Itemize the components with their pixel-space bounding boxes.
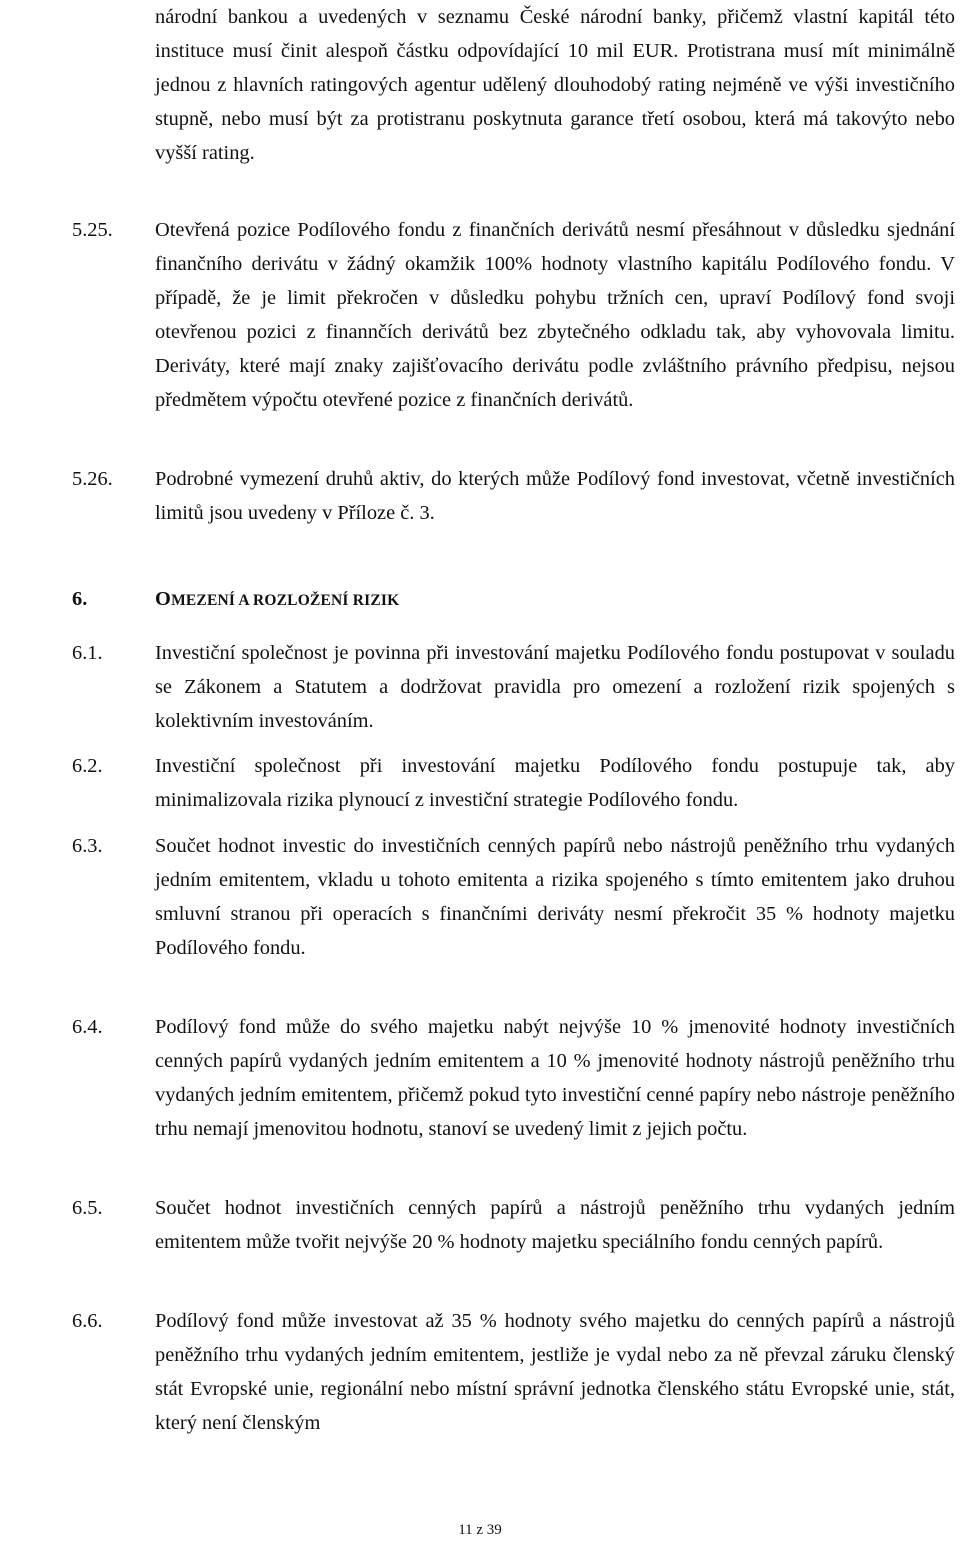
paragraph-6-5: Součet hodnot investičních cenných papírů a nástrojů peněžního trhu vydaných jedním emitentem může tvořit nejvýše 20 % hodnoty majetku speciálního fondu cenných papírů.: [155, 1197, 955, 1254]
section-number: 6.: [72, 588, 88, 610]
section-title-rest: MEZENÍ A ROZLOŽENÍ RIZIK: [171, 592, 400, 609]
paragraph-number: 6.2.: [72, 755, 103, 777]
section-title: [155, 582, 399, 618]
paragraph-number: 6.6.: [72, 1310, 103, 1332]
paragraph-number: 5.25.: [72, 219, 113, 241]
paragraph-5-26: Podrobné vymezení druhů aktiv, do kterých může Podílový fond investovat, včetně investičních limitů jsou uvedeny v Příloze č. 3.: [155, 468, 955, 525]
paragraph-number: 6.5.: [72, 1197, 103, 1219]
paragraph-6-2: Investiční společnost při investování majetku Podílového fondu postupuje tak, aby minimalizovala rizika plynoucí z investiční strategie Podílového fondu.: [155, 755, 955, 812]
paragraph-6-1: Investiční společnost je povinna při investování majetku Podílového fondu postupovat v souladu se Zákonem a Statutem a dodržovat pravidla pro omezení a rozložení rizik spojených s kolektivním investováním.: [155, 642, 955, 733]
page-number: 11 z 39: [458, 1522, 502, 1538]
paragraph-6-6: Podílový fond může investovat až 35 % hodnoty svého majetku do cenných papírů a nástrojů peněžního trhu vydaných jedním emitentem, jestliže je vydal nebo za ně převzal záruku členský stát Evropské unie, regionální nebo místní správní jednotka členského státu Evropské unie, stát, který není členským: [155, 1310, 955, 1435]
paragraph-5-25: Otevřená pozice Podílového fondu z finančních derivátů nesmí přesáhnout v důsledku sjednání finančního derivátu v žádný okamžik 100% hodnoty vlastního kapitálu Podílového fondu. V případě, že je limit překročen v důsledku pohybu tržních cen, upraví Podílový fond svoji otevřenou pozici z finannčích derivátů bez zbytečného odkladu tak, aby vyhovovala limitu. Deriváty, které mají znaky zajišťovacího derivátu podle zvláštního právního předpisu, nejsou předmětem výpočtu otevřené pozice z finančních derivátů.: [155, 219, 955, 412]
paragraph-6-4: Podílový fond může do svého majetku nabýt nejvýše 10 % jmenovité hodnoty investičních cenných papírů vydaných jedním emitentem a 10 % jmenovité hodnoty nástrojů peněžního trhu vydaných jedním emitentem, přičemž pokud tyto investiční cenné papíry nebo nástroje peněžního trhu nemají jmenovitou hodnotu, stanoví se uvedený limit z jejich počtu.: [155, 1016, 955, 1141]
paragraph-number: 6.1.: [72, 642, 103, 664]
paragraph-number: 5.26.: [72, 468, 113, 490]
section-title-initial: O: [155, 588, 172, 610]
paragraph-continuation: národní bankou a uvedených v seznamu České národní banky, přičemž vlastní kapitál této instituce musí činit alespoň částku odpovídající 10 mil EUR. Protistrana musí mít minimálně jednou z hlavních ratingových agentur udělený dlouhodobý rating nejméně ve výši investičního stupně, nebo musí být za protistranu poskytnuta garance třetí osobou, která má takovýto nebo vyšší rating.: [155, 6, 955, 165]
paragraph-6-3: Součet hodnot investic do investičních cenných papírů nebo nástrojů peněžního trhu vydaných jedním emitentem, vkladu u tohoto emitenta a rizika spojeného s tímto emitentem jako druhou smluvní stranou při operacích s finančními deriváty nesmí překročit 35 % hodnoty majetku Podílového fondu.: [155, 835, 955, 960]
paragraph-number: 6.4.: [72, 1016, 103, 1038]
paragraph-number: 6.3.: [72, 835, 103, 857]
